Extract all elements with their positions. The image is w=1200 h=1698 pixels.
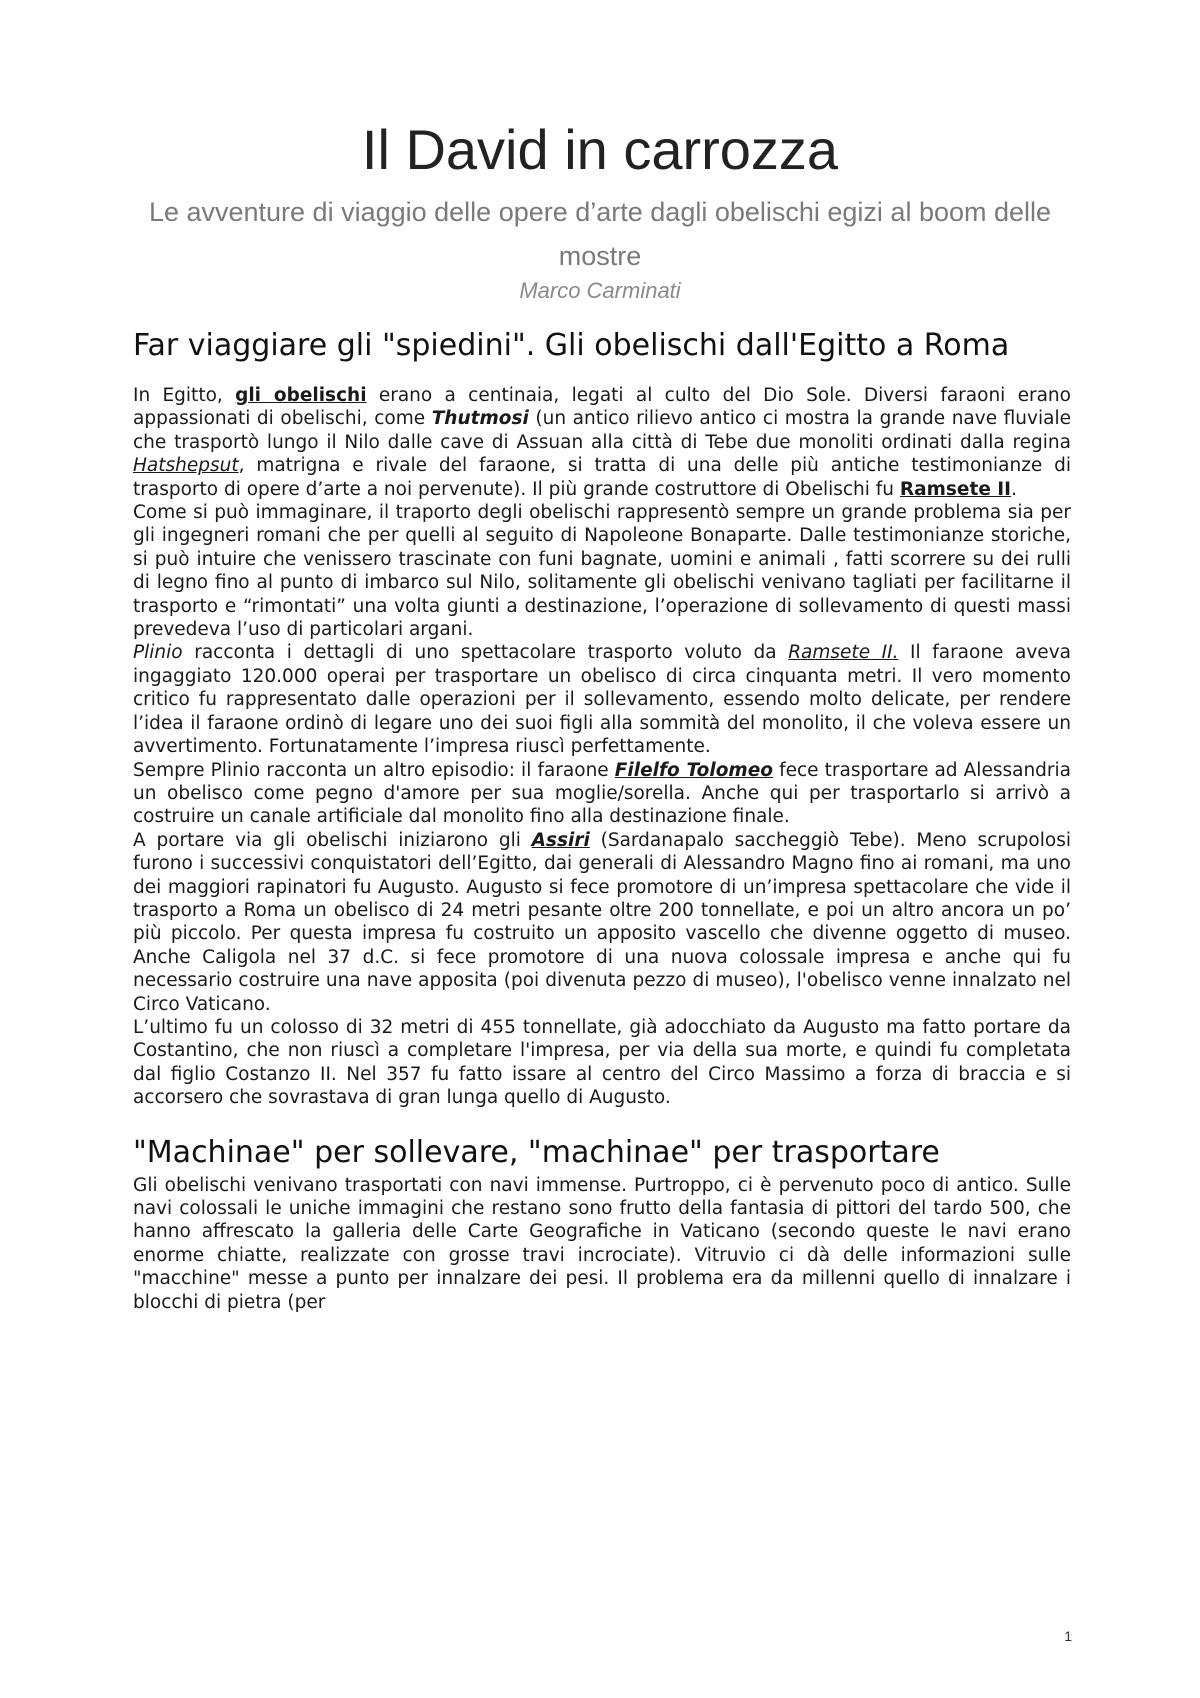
section-heading-obelischi: Far viaggiare gli "spiedini". Gli obelischi dall'Egitto a Roma xyxy=(133,328,1010,363)
link-assiri[interactable]: Assiri xyxy=(531,829,590,851)
document-subtitle: Le avventure di viaggio delle opere d’arte dagli obelischi egizi al boom delle mostre xyxy=(148,197,1052,271)
paragraph-trasporto: Come si può immaginare, il traporto degli obelischi rappresentò sempre un grande problema sia per gli ingegneri romani che per quelli al seguito di Napoleone Bonaparte. Dalle testimonianze storiche, si può intuire che venissero trascinate con funi bagnate, uomini e animali , fatti scorrere su dei rulli di legno fino al punto di imbarco sul Nilo, solitamente gli obelischi venivano tagliati per facilitarne il trasporto e “rimontati” una volta giunti a destinazione, l’operazione di sollevamento di questi massi prevedeva l’uso di particolari argani. xyxy=(133,502,1071,641)
text-run: (Sardanapalo saccheggiò Tebe). Meno scrupolosi furono i successivi conquistatori dell’Egitto, dai generali di Alessandro Magno fino ai romani, ma uno dei maggiori rapinatori fu Augusto. Augusto si fece promotore di un’impresa spettacolare che vide il trasporto a Roma un obelisco di 24 metri pesante oltre 200 tonnellate, e poi un altro ancora un po’ più piccolo. Per questa impresa fu costruito un apposito vascello che divenne oggetto di museo. Anche Caligola nel 37 d.C. si fece promotore di una nuova colossale impresa e anche qui fu necessario costruire una nave apposita (poi divenuta pezzo di museo), l'obelisco venne innalzato nel Circo Vaticano. xyxy=(133,829,1071,1015)
paragraph-egitto xyxy=(133,384,1071,501)
text-run: erano a centinaia, legati al culto del Dio Sole. Diversi faraoni erano appassionati di obelischi, come xyxy=(133,385,1071,430)
paragraph-filelfo xyxy=(133,759,1071,829)
name-thutmosi: Thutmosi xyxy=(431,408,529,430)
paragraph-costantino: L’ultimo fu un colosso di 32 metri di 455 tonnellate, già adocchiato da Augusto ma fatto portare da Costantino, che non riuscì a completare l'impresa, per via della sua morte, e quindi fu completata dal figlio Costanzo II. Nel 357 fu fatto issare al centro del Circo Massimo a forza di braccia e si accorsero che sovrastava di gran lunga quello di Augusto. xyxy=(133,1016,1071,1109)
section-heading-machinae: "Machinae" per sollevare, "machinae" per trasportare xyxy=(133,1134,940,1170)
text-run: , matrigna e rivale del faraone, si tratta di una delle più antiche testimonianze di trasporto di opere d’arte a noi pervenute). Il più grande costruttore di Obelischi fu xyxy=(133,455,1071,500)
text-run: racconta i dettagli di uno spettacolare trasporto voluto da xyxy=(182,642,789,664)
name-plinio: Plinio xyxy=(133,642,183,664)
text-run: A portare via gli obelischi iniziarono gli xyxy=(133,829,532,851)
text-run: . xyxy=(1011,478,1017,500)
text-run: fece trasportare ad Alessandria un obelisco come pegno d'amore per sua moglie/sorella. Anche qui per trasportarlo si arrivò a costruire un canale artificiale dal monolito fino alla destinazione finale. xyxy=(133,759,1071,828)
link-hatshepsut[interactable]: Hatshepsut xyxy=(133,455,239,477)
text-run: Sempre Plinio racconta un altro episodio: il faraone xyxy=(133,759,615,781)
link-gli-obelischi[interactable]: gli obelischi xyxy=(235,385,367,406)
text-run: Il faraone aveva ingaggiato 120.000 operai per trasportare un obelisco di circa cinquanta metri. Il vero momento critico fu rappresentato dalle operazioni per il sollevamento, essendo molto delicate, per rendere l’idea il faraone ordinò di legare uno dei suoi figli alla sommità del monolito, il che voleva essere un avvertimento. Fortunatamente l’impresa riuscì perfettamente. xyxy=(133,642,1071,758)
paragraph-assiri xyxy=(133,829,1071,1016)
paragraph-plinio xyxy=(133,641,1071,758)
link-ramsete-ii[interactable]: Ramsete II xyxy=(899,478,1012,500)
section-obelischi xyxy=(133,326,1071,1314)
document-title: Il David in carrozza xyxy=(361,118,839,181)
text-run: (un antico rilievo antico ci mostra la grande nave fluviale che trasportò lungo il Nilo dalle cave di Assuan alla città di Tebe due monoliti ordinati dalla regina xyxy=(133,408,1071,453)
text-run: In Egitto, xyxy=(133,385,236,406)
link-filelfo-tolomeo[interactable]: Filelfo Tolomeo xyxy=(614,759,773,781)
document-author: Marco Carminati xyxy=(519,278,681,303)
page-number: 1 xyxy=(1064,1628,1072,1644)
link-ramsete-ii-2[interactable]: Ramsete II. xyxy=(788,642,899,664)
paragraph-navi: Gli obelischi venivano trasportati con navi immense. Purtroppo, ci è pervenuto poco di antico. Sulle navi colossali le uniche immagini che restano sono frutto della fantasia di pittori del tardo 500, che hanno affrescato la galleria delle Carte Geografiche in Vaticano (secondo queste le navi erano enorme chiatte, realizzate con grosse travi incrociate). Vitruvio ci dà delle informazioni sulle "macchine" messe a punto per innalzare dei pesi. Il problema era da millenni quello di innalzare i blocchi di pietra (per xyxy=(133,1174,1071,1313)
